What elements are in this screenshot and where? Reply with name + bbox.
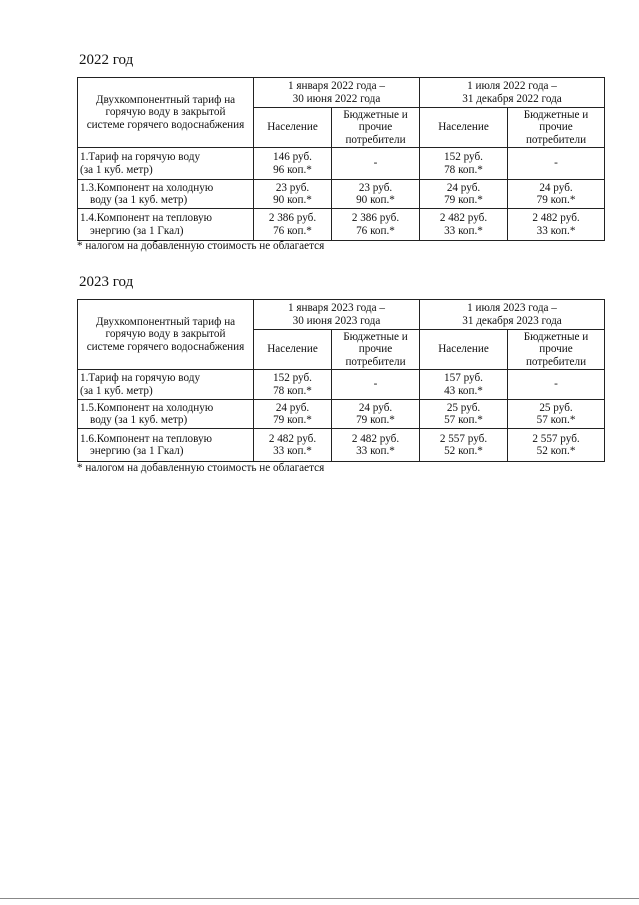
cell-value: 25 руб. 57 коп.* bbox=[508, 400, 605, 429]
year-heading-2022: 2022 год bbox=[79, 52, 134, 68]
header-budget-consumers: Бюджетные и прочие потребители bbox=[508, 330, 605, 370]
cell-value: - bbox=[332, 148, 420, 180]
cell-value: 24 руб. 79 коп.* bbox=[508, 180, 605, 209]
cell-value: 24 руб. 79 коп.* bbox=[254, 400, 332, 429]
header-description: Двухкомпонентный тариф на горячую воду в закрытой системе горячего водоснабжения bbox=[78, 78, 254, 148]
cell-value: 25 руб. 57 коп.* bbox=[420, 400, 508, 429]
table-row bbox=[78, 148, 605, 180]
header-period-2: 1 июля 2022 года – 31 декабря 2022 года bbox=[420, 78, 605, 108]
cell-value: 2 482 руб. 33 коп.* bbox=[420, 209, 508, 241]
row-label: 1.4.Компонент на тепловую энергию (за 1 Гкал) bbox=[78, 209, 254, 241]
header-budget-consumers: Бюджетные и прочие потребители bbox=[332, 108, 420, 148]
cell-value: 2 386 руб. 76 коп.* bbox=[332, 209, 420, 241]
vat-footnote: * налогом на добавленную стоимость не облагается bbox=[77, 462, 325, 474]
cell-value: 152 руб. 78 коп.* bbox=[420, 148, 508, 180]
cell-value: 2 557 руб. 52 коп.* bbox=[508, 429, 605, 462]
cell-value: 24 руб. 79 коп.* bbox=[332, 400, 420, 429]
header-population: Население bbox=[420, 108, 508, 148]
cell-value: 152 руб. 78 коп.* bbox=[254, 370, 332, 400]
table-row bbox=[78, 209, 605, 241]
cell-value: 24 руб. 79 коп.* bbox=[420, 180, 508, 209]
row-label: 1.3.Компонент на холодную воду (за 1 куб. метр) bbox=[78, 180, 254, 209]
vat-footnote: * налогом на добавленную стоимость не облагается bbox=[77, 240, 325, 252]
header-period-2: 1 июля 2023 года – 31 декабря 2023 года bbox=[420, 300, 605, 330]
header-period-1: 1 января 2022 года – 30 июня 2022 года bbox=[254, 78, 420, 108]
header-description: Двухкомпонентный тариф на горячую воду в закрытой системе горячего водоснабжения bbox=[78, 300, 254, 370]
cell-value: 2 482 руб. 33 коп.* bbox=[254, 429, 332, 462]
page-bottom-edge bbox=[0, 898, 639, 899]
cell-value: 157 руб. 43 коп.* bbox=[420, 370, 508, 400]
cell-value: 23 руб. 90 коп.* bbox=[254, 180, 332, 209]
cell-value: 2 482 руб. 33 коп.* bbox=[508, 209, 605, 241]
cell-value: 2 482 руб. 33 коп.* bbox=[332, 429, 420, 462]
row-label: 1.Тариф на горячую воду (за 1 куб. метр) bbox=[78, 370, 254, 400]
header-period-1: 1 января 2023 года – 30 июня 2023 года bbox=[254, 300, 420, 330]
table-row bbox=[78, 180, 605, 209]
cell-value: - bbox=[332, 370, 420, 400]
cell-value: - bbox=[508, 148, 605, 180]
header-population: Население bbox=[254, 330, 332, 370]
row-label: 1.5.Компонент на холодную воду (за 1 куб. метр) bbox=[78, 400, 254, 429]
cell-value: 146 руб. 96 коп.* bbox=[254, 148, 332, 180]
header-budget-consumers: Бюджетные и прочие потребители bbox=[332, 330, 420, 370]
tariff-table-2022 bbox=[77, 77, 605, 241]
header-population: Население bbox=[254, 108, 332, 148]
row-label: 1.6.Компонент на тепловую энергию (за 1 Гкал) bbox=[78, 429, 254, 462]
table-row bbox=[78, 429, 605, 462]
row-label: 1.Тариф на горячую воду (за 1 куб. метр) bbox=[78, 148, 254, 180]
cell-value: 23 руб. 90 коп.* bbox=[332, 180, 420, 209]
tariff-table-2023 bbox=[77, 299, 605, 462]
cell-value: 2 557 руб. 52 коп.* bbox=[420, 429, 508, 462]
cell-value: - bbox=[508, 370, 605, 400]
header-population: Население bbox=[420, 330, 508, 370]
table-row bbox=[78, 370, 605, 400]
year-heading-2023: 2023 год bbox=[79, 274, 134, 290]
cell-value: 2 386 руб. 76 коп.* bbox=[254, 209, 332, 241]
header-budget-consumers: Бюджетные и прочие потребители bbox=[508, 108, 605, 148]
table-row bbox=[78, 400, 605, 429]
